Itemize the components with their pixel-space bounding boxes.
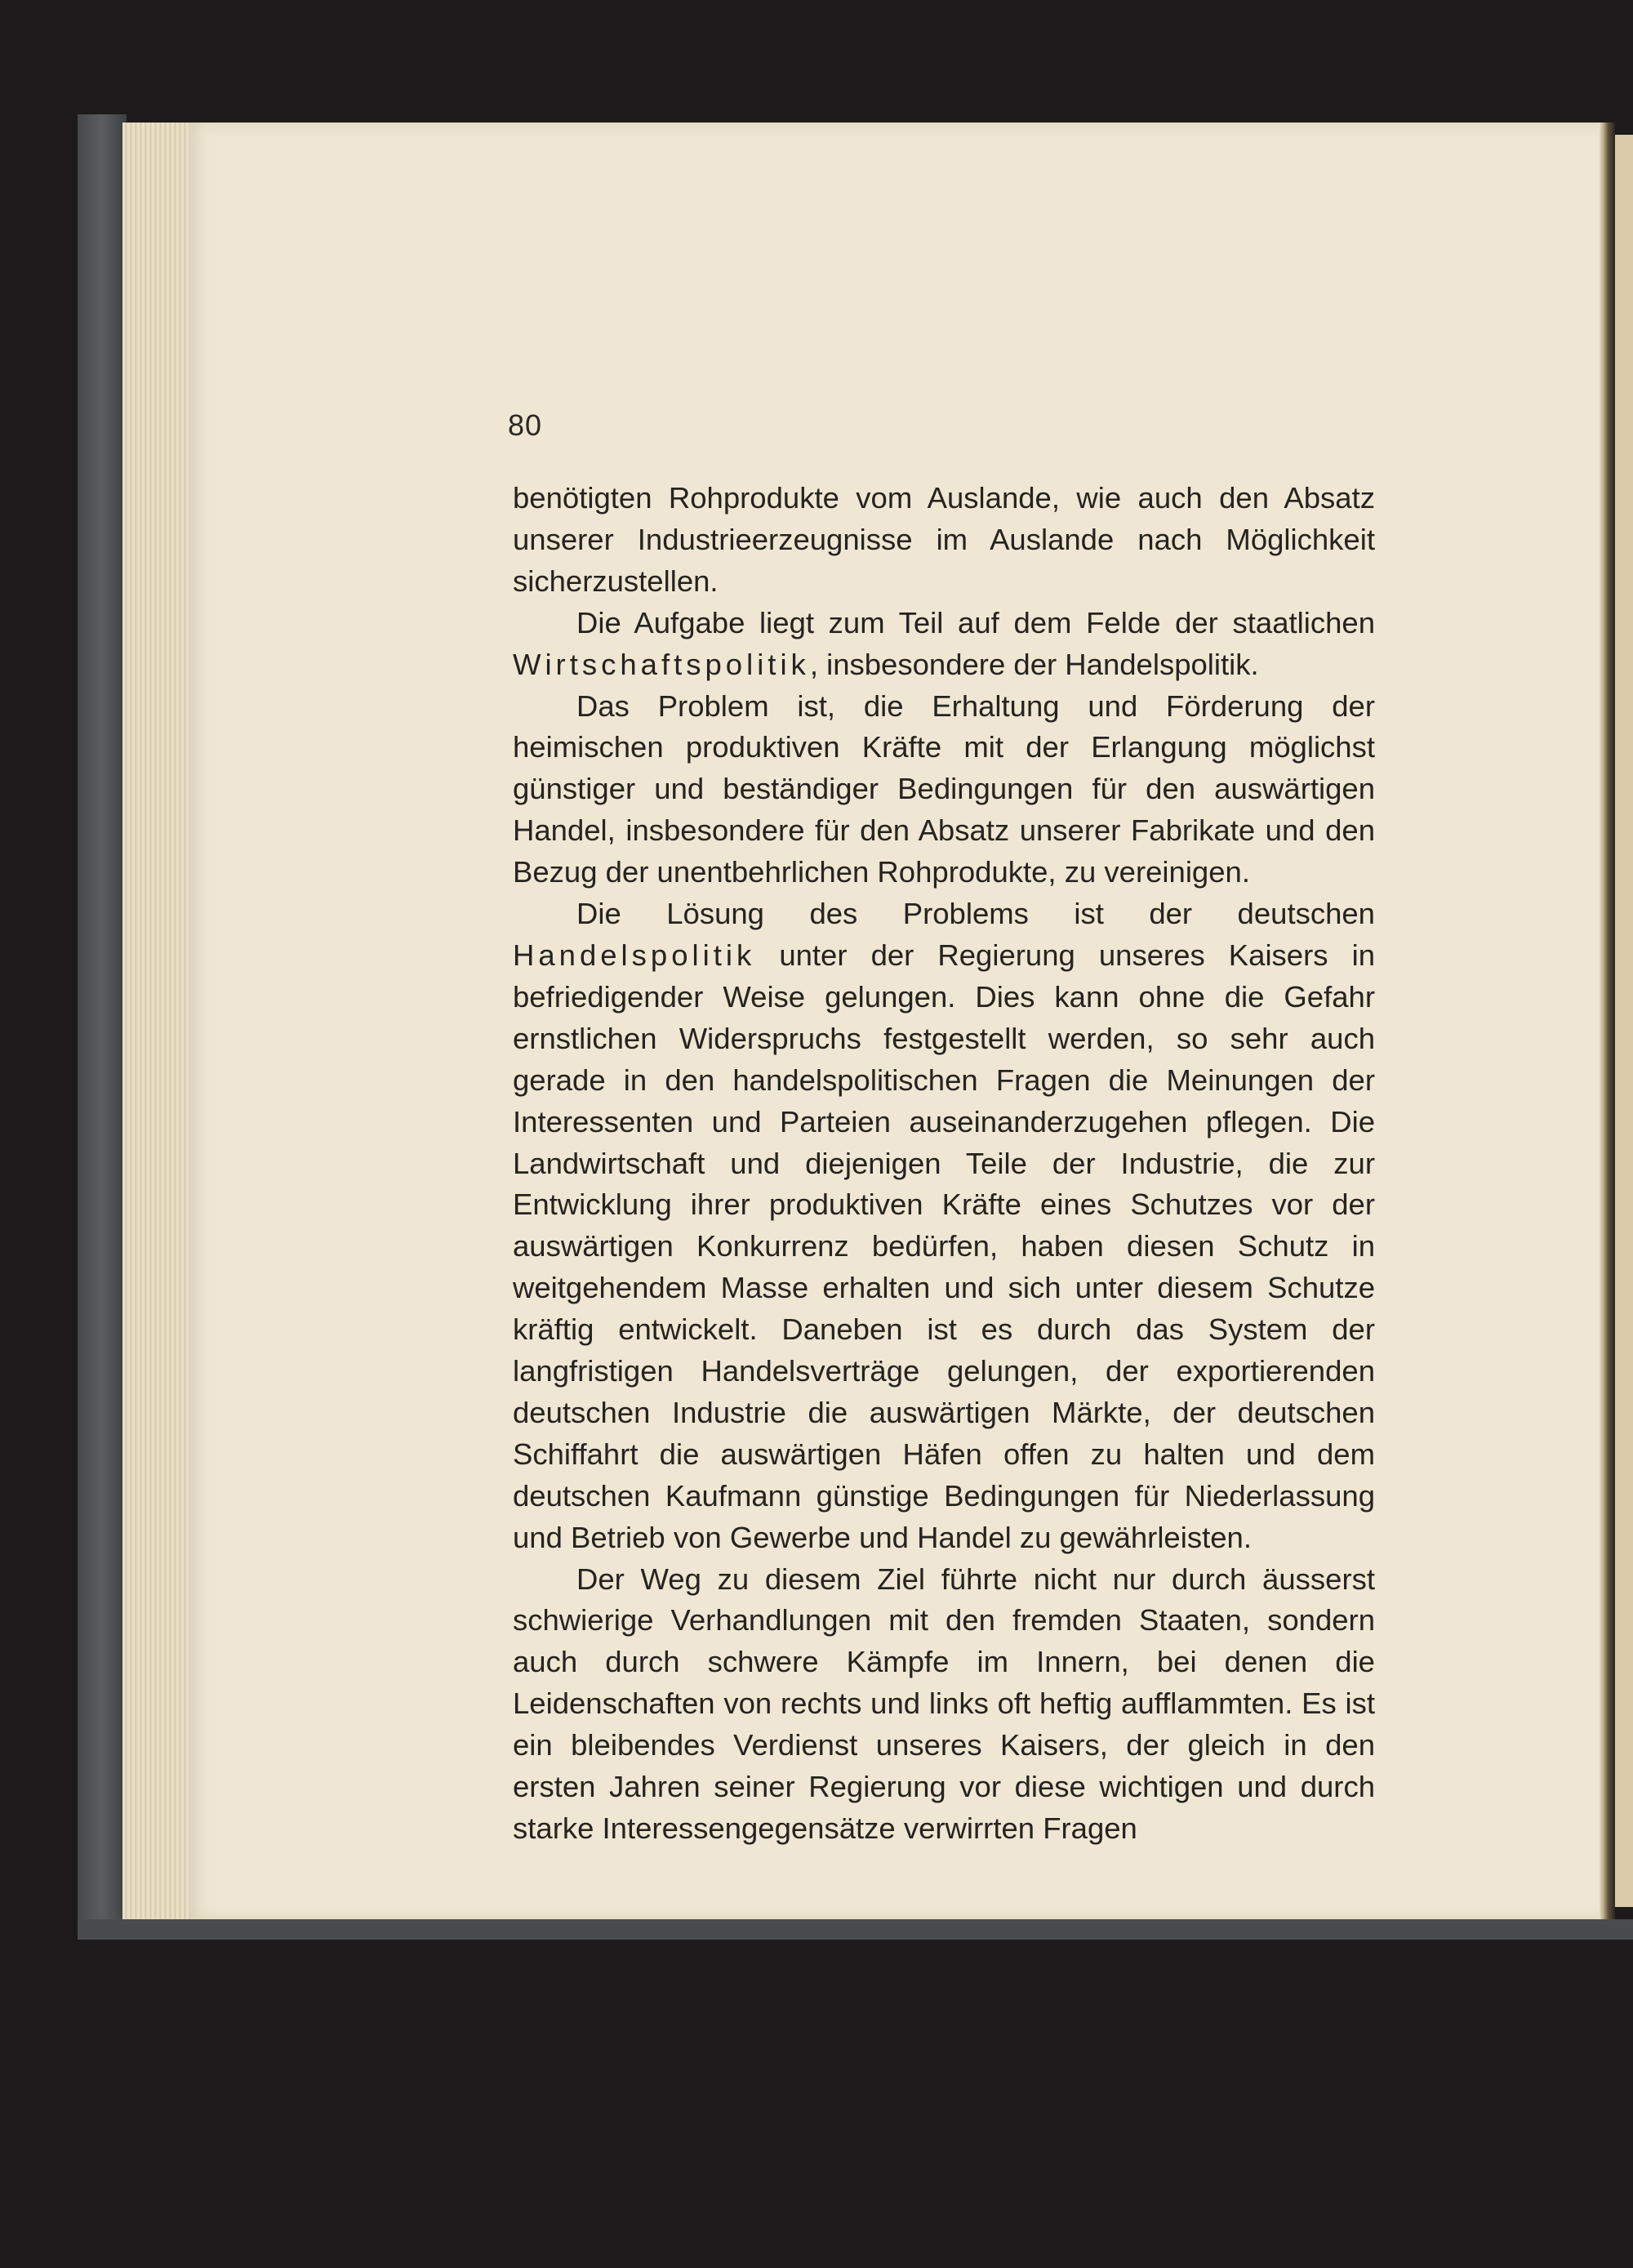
- facing-page-edge: [1615, 135, 1633, 1907]
- book-cover-edge: [78, 1919, 1633, 1940]
- paragraph-2-end: , insbesondere der Handelspolitik.: [809, 647, 1259, 681]
- book-cover-spine: [78, 114, 127, 1927]
- paragraph-1: benötigten Rohprodukte vom Auslande, wie auch den Absatz unserer Industrieerzeugnisse im Auslande nach Möglichkeit sicherzustellen.: [513, 481, 1375, 598]
- emphasis-handelspolitik: Handelspolitik: [513, 938, 756, 972]
- page-number: 80: [508, 408, 543, 442]
- page-edges: [122, 123, 200, 1919]
- paragraph-3: Das Problem ist, die Erhaltung und Förderung der heimischen produktiven Kräfte mit der Erlangung möglichst günstiger und beständiger Bedingungen für den auswärtigen Handel, insbesondere für den Absatz unserer Fabrikate und den Bezug der unentbehrlichen Rohprodukte, zu vereinigen.: [513, 688, 1375, 889]
- paragraph-4-start: Die Lösung des Problems ist der deutschen: [576, 897, 1375, 931]
- paragraph-2: [513, 603, 1375, 686]
- paragraph-5: Der Weg zu diesem Ziel führte nicht nur durch äusserst schwierige Verhandlungen mit den fremden Staaten, sondern auch durch schwere Kämpfe im Innern, bei denen die Leidenschaften von rechts und links oft heftig aufflammten. Es ist ein bleibendes Verdienst unseres Kaisers, der gleich in den ersten Jahren seiner Regierung vor diese wichtigen und durch starke Interessengegensätze verwirrten Fragen: [513, 1562, 1375, 1845]
- paragraph-4: [513, 893, 1375, 1559]
- paragraph-2-start: Die Aufgabe liegt zum Teil auf dem Felde der staatlichen: [576, 605, 1375, 639]
- paragraph-4-end: unter der Regierung unseres Kaisers in befriedigender Weise gelungen. Dies kann ohne die Gefahr ernstlichen Widerspruchs festgestellt werden, so sehr auch gerade in den handelspolitischen Fragen die Meinungen der Interessenten und Parteien auseinanderzugehen pflegen. Die Landwirtschaft und diejenigen Teile der Industrie, die zur Entwicklung ihrer produktiven Kräfte eines Schutzes vor der auswärtigen Konkurrenz bedürfen, haben diesen Schutz in weitgehendem Masse erhalten und sich unter diesem Schutze kräftig entwickelt. Daneben ist es durch das System der langfristigen Handelsverträge gelungen, der exportierenden deutschen Industrie die auswärtigen Märkte, der deutschen Schiffahrt die auswärtigen Häfen offen zu halten und dem deutschen Kaufmann günstige Bedingungen für Niederlassung und Betrieb von Gewerbe und Handel zu gewährleisten.: [513, 938, 1375, 1554]
- emphasis-wirtschaftspolitik: Wirtschaftspolitik: [513, 647, 810, 681]
- book-gutter: [1599, 123, 1615, 1919]
- body-text: [513, 478, 1375, 1850]
